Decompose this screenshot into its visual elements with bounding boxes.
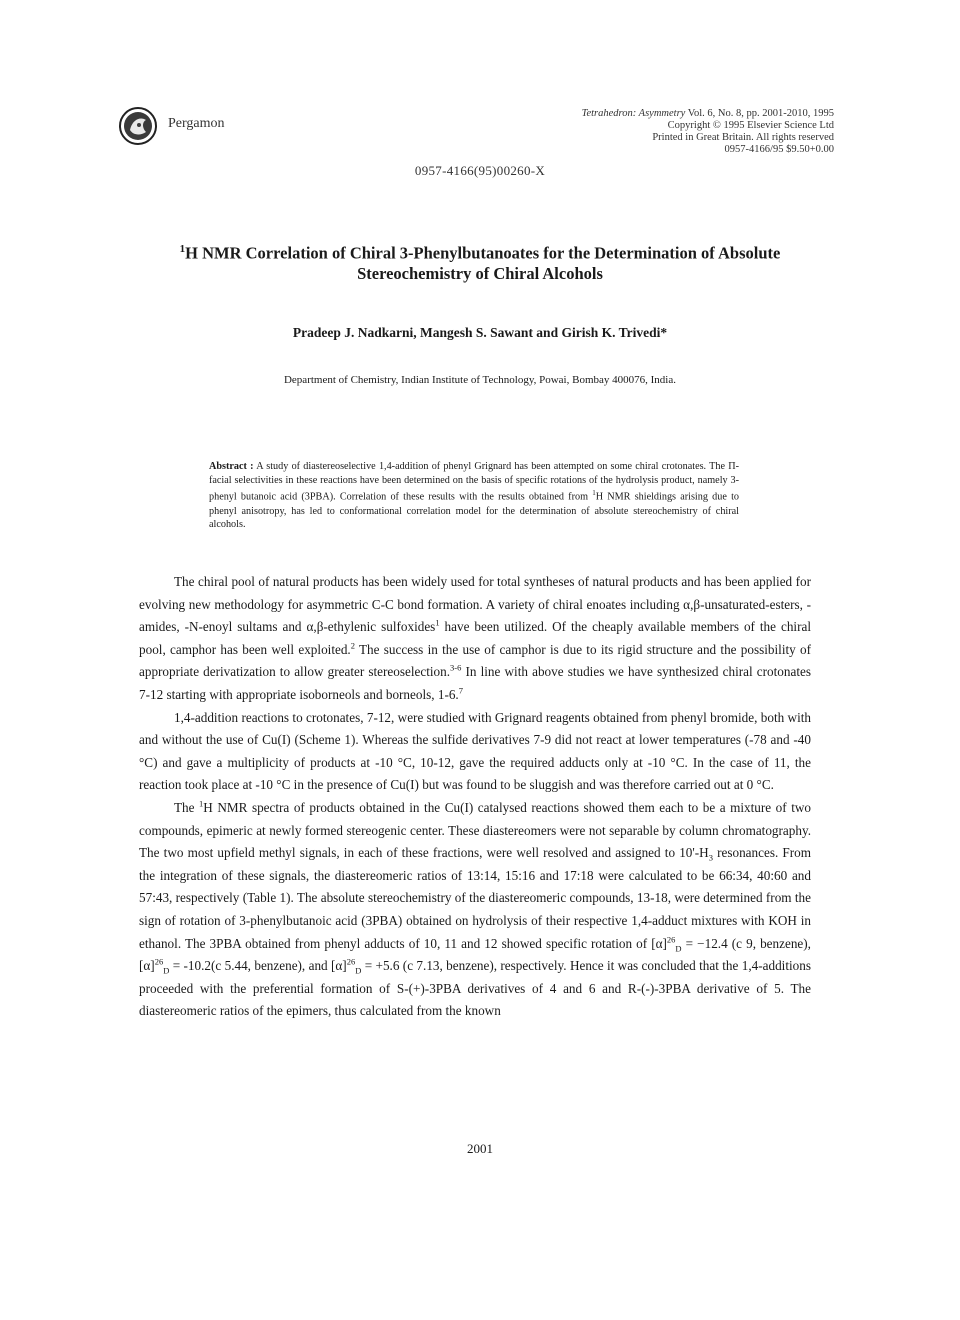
ref-3-6: 3-6 — [450, 662, 462, 673]
title-superscript: 1 — [179, 243, 186, 255]
p3-text-a: The — [174, 799, 200, 815]
rotation-line-3: D — [355, 965, 362, 976]
rotation-temp-1: 26 — [666, 934, 676, 945]
abstract-text-1: A study of diastereoselective 1,4-addition of phenyl Grignard has been attempted on some chiral crotonates. The Π-facial selectivities in these reactions have been determined on the basis of specific rotations of the hydrolysis product, namely 3-phenyl butanoic acid (3PBA). Correlation of these results with the results obtained from — [209, 461, 739, 503]
volume-pages: Vol. 6, No. 8, pp. 2001-2010, 1995 — [685, 108, 834, 119]
paper-title — [130, 239, 830, 284]
p3-sup-1: 1 — [199, 798, 204, 809]
affiliation: Department of Chemistry, Indian Institute of Technology, Powai, Bombay 400076, India. — [283, 374, 676, 386]
body-text — [139, 571, 811, 1023]
p3-text-e: = -10.2(c 5.44, benzene), and [α] — [169, 958, 347, 974]
ref-2: 2 — [350, 640, 355, 651]
ref-7: 7 — [458, 685, 463, 696]
publisher-logo-icon — [118, 106, 158, 146]
rotation-line-2: D — [163, 965, 170, 976]
price-code: 0957-4166/95 $9.50+0.00 — [724, 144, 834, 155]
rotation-temp-3: 26 — [346, 956, 356, 967]
abstract-sup: 1 — [592, 489, 596, 498]
rotation-temp-2: 26 — [154, 956, 164, 967]
doi-code: 0957-4166(95)00260-X — [414, 163, 546, 178]
publisher-name: Pergamon — [168, 116, 225, 131]
abstract-text-2: H NMR shieldings arising due to phenyl anisotropy, has led to conformational correlation model for the determination of absolute stereochemistry of chiral alcohols. — [209, 491, 739, 531]
copyright-line: Copyright © 1995 Elsevier Science Ltd — [667, 120, 834, 131]
page-number: 2001 — [467, 1141, 493, 1156]
abstract-label: Abstract : — [209, 461, 254, 472]
paragraph-1 — [139, 571, 811, 707]
p3-text-c: resonances. From the integration of these signals, the diastereomeric ratios of 13:14, 15:16 and 17:18 were calculated to be 66:34, 40:60 and 57:43, respectively (Table 1). The absolute stereochemistry of the diastereomeric compounds, 13-18, were determined from the sign of rotation of 3-phenylbutanoic acid (3PBA) obtained on hydrolysis of their respective 1,4-adduct mixtures with KOH in ethanol. The 3PBA obtained from phenyl adducts of 10, 11 and 12 showed specific rotation of [α] — [139, 845, 811, 951]
p1-text-a: The chiral pool of natural products has been widely used for total syntheses of natural products and has been applied for evolving new methodology for asymmetric C-C bond formation. A variety of chiral enoates including α,β-unsaturated-esters, -amides, -N-enoyl sultams and α,β-ethylenic sulfoxides — [139, 574, 811, 635]
p3-sub-1: 3 — [708, 852, 713, 863]
p3-text-d: = −12.4 (c 9, benzene), [α] — [139, 935, 811, 974]
p3-text-f: = +5.6 (c 7.13, benzene), respectively. Hence it was concluded that the 1,4-additions proceeded with the preferential formation of S-(+)-3PBA derivatives of 4 and 6 and R-(-)-3PBA derivative of 5. The diastereomeric ratios of the epimers, thus calculated from the known — [139, 958, 811, 1019]
authors: Pradeep J. Nadkarni, Mangesh S. Sawant and Girish K. Trivedi* — [292, 325, 668, 340]
p1-text-d: In line with above studies we have synthesized chiral crotonates 7-12 starting with appropriate isoborneols and borneols, 1-6. — [139, 664, 811, 702]
journal-name: Tetrahedron: Asymmetry — [581, 108, 686, 119]
citation-block — [582, 108, 834, 156]
rotation-line-1: D — [675, 943, 682, 954]
paragraph-3 — [139, 797, 811, 1023]
title-text: H NMR Correlation of Chiral 3-Phenylbutanoates for the Determination of Absolute Stereochemistry of Chiral Alcohols — [185, 243, 781, 283]
printed-line: Printed in Great Britain. All rights reserved — [652, 132, 834, 143]
ref-1: 1 — [435, 617, 440, 628]
abstract — [209, 460, 739, 532]
p1-text-b: have been utilized. Of the cheaply available members of the chiral pool, camphor has been well exploited. — [139, 619, 812, 657]
p1-text-c: The success in the use of camphor is due to its rigid structure and the possibility of appropriate derivatization to allow greater stereoselection. — [139, 641, 811, 680]
p3-text-b: H NMR spectra of products obtained in the Cu(I) catalysed reactions showed them each to be a mixture of two compounds, epimeric at newly formed stereogenic center. These diastereomers were not separable by column chromatography. The two most upfield methyl signals, in each of these fractions, were well resolved and assigned to 10'-H — [139, 799, 811, 861]
paragraph-2: 1,4-addition reactions to crotonates, 7-12, were studied with Grignard reagents obtained from phenyl bromide, both with and without the use of Cu(I) (Scheme 1). Whereas the sulfide derivatives 7-9 did not react at lower temperatures (-78 and -40 °C) and gave a multiplicity of products at -10 °C, 10-12, gave the required adducts only at -10 °C. In the case of 11, the reaction took place at -10 °C in the presence of Cu(I) but was found to be sluggish and was therefore carried out at 0 °C. — [139, 709, 811, 793]
